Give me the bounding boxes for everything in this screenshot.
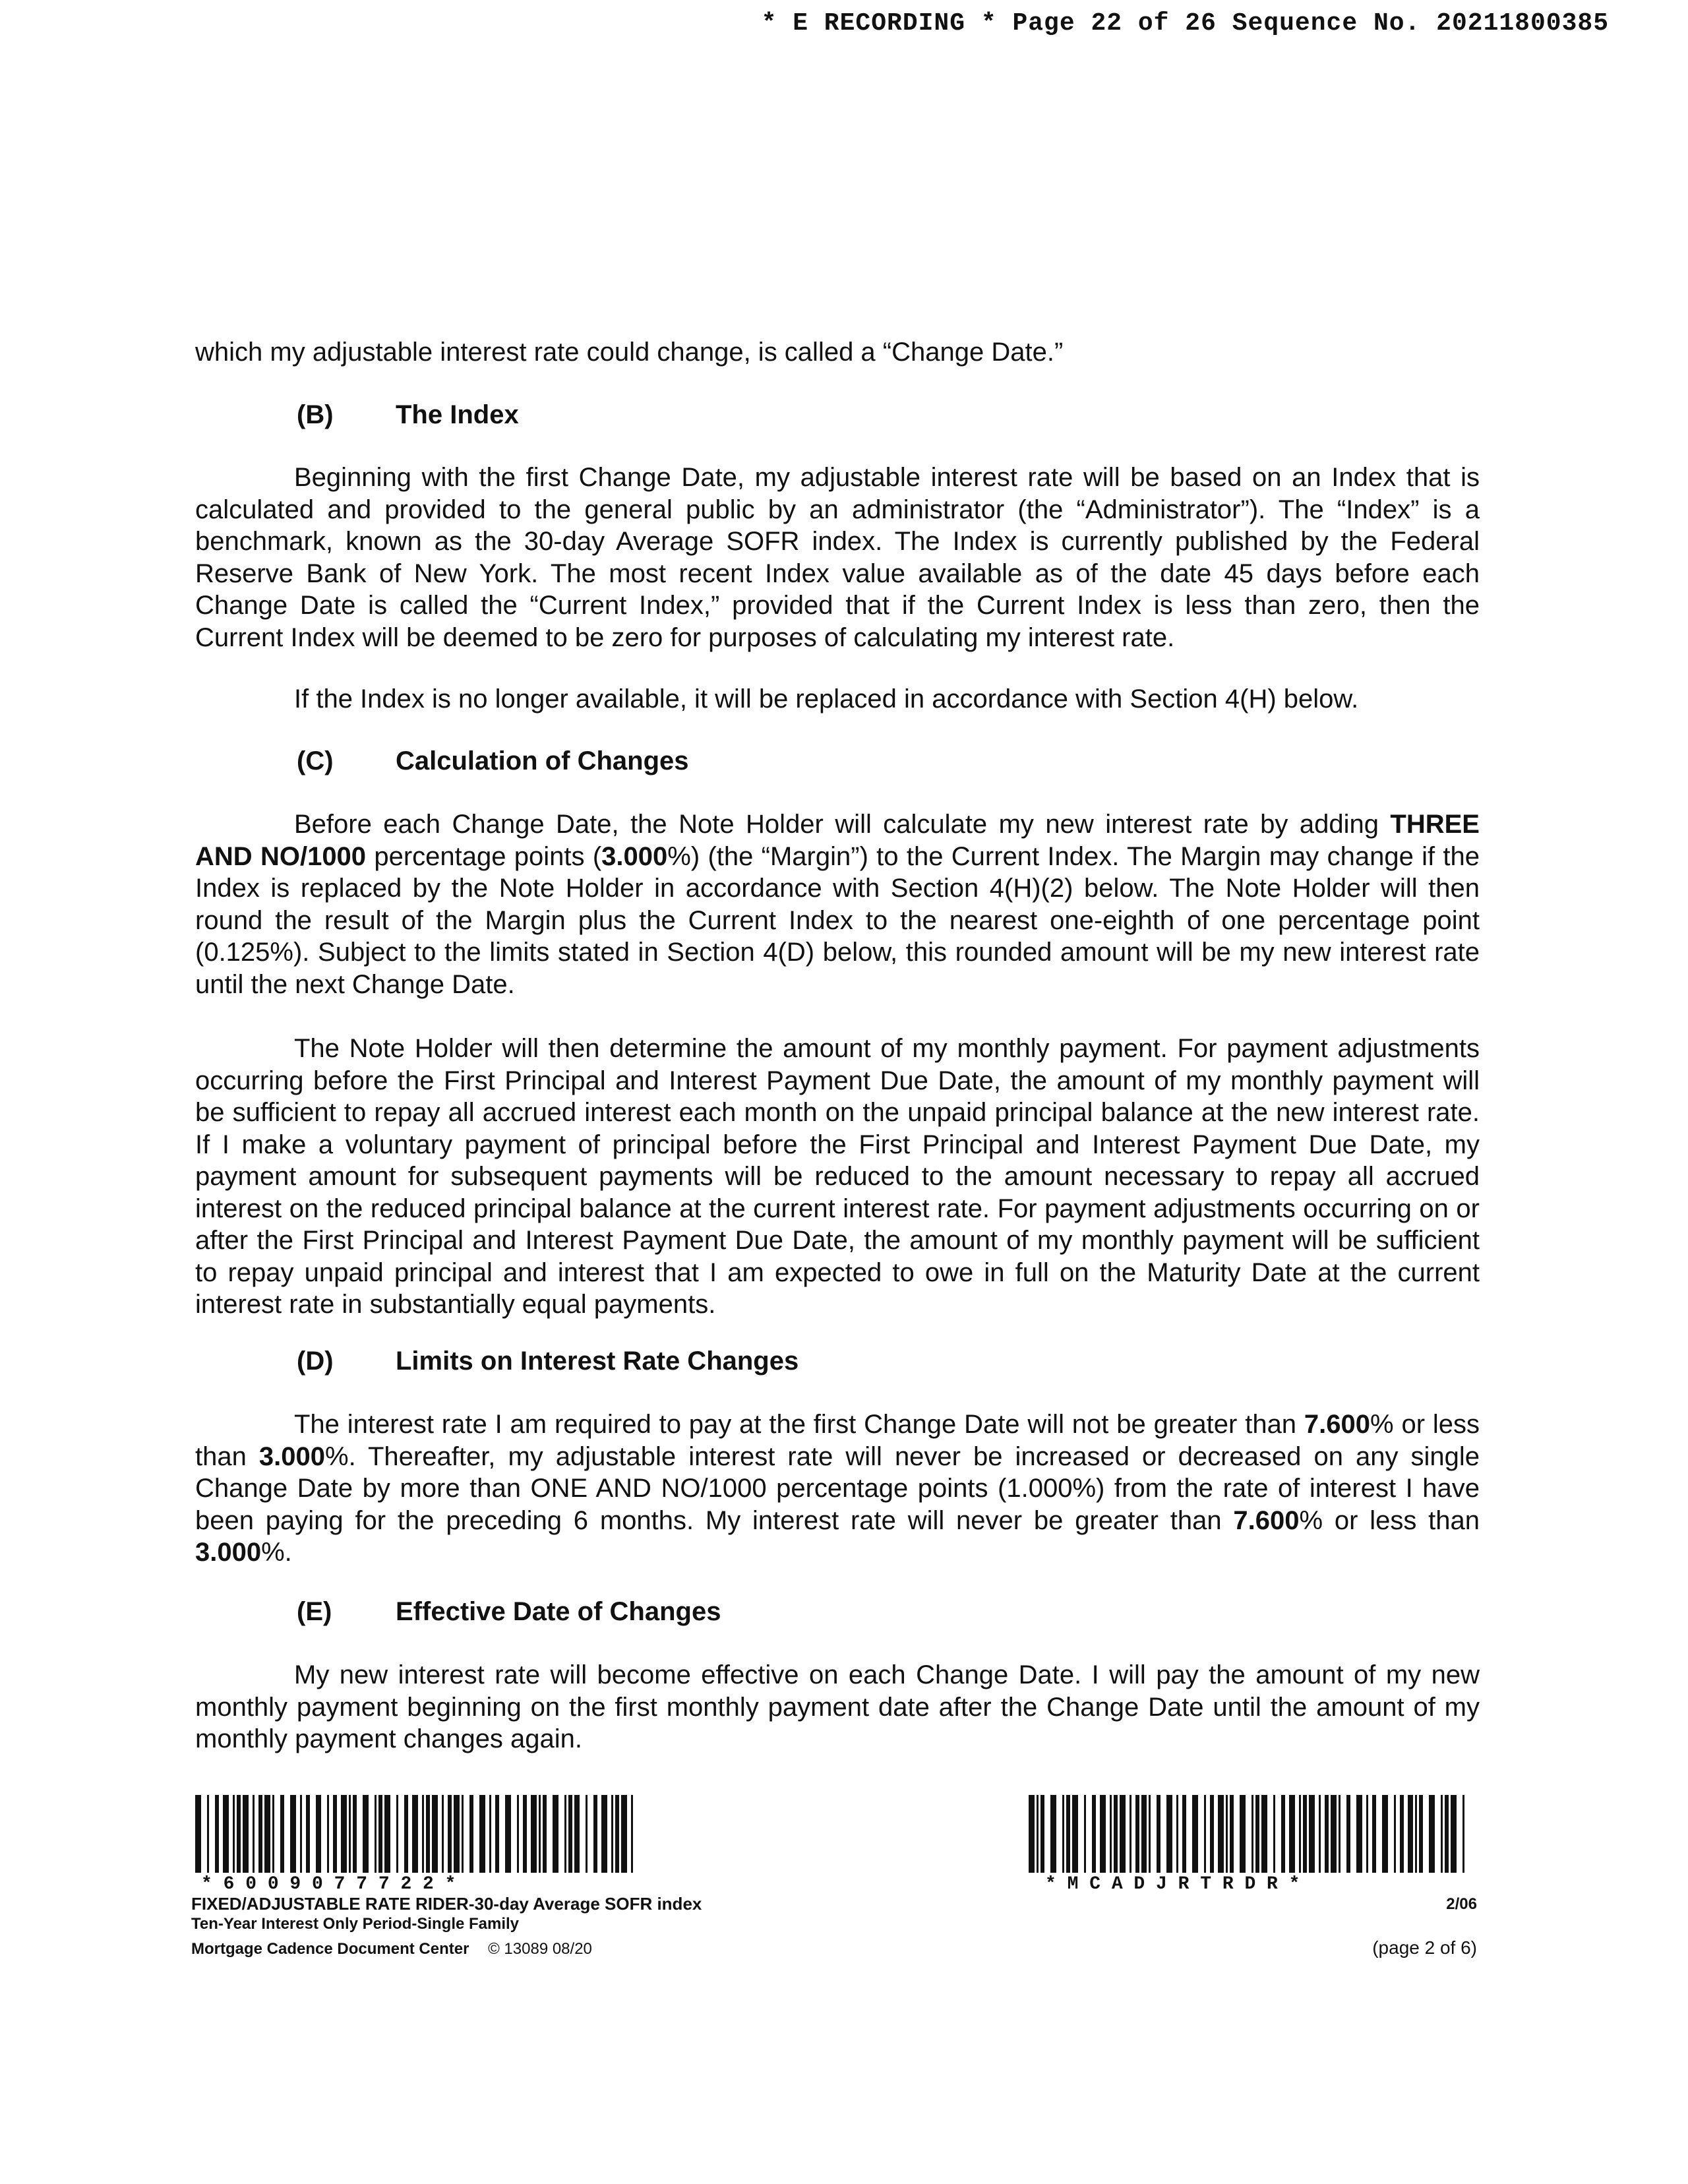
barcode-bar: [1251, 1795, 1253, 1873]
barcode-bar: [601, 1795, 607, 1873]
barcode-bar: [341, 1795, 347, 1873]
barcode-bar: [1394, 1795, 1396, 1873]
section-d-title: Limits on Interest Rate Changes: [396, 1347, 799, 1376]
section-d-text-i: %.: [261, 1538, 292, 1567]
margin-words: THREE AND NO/1000: [195, 810, 1480, 871]
barcode-bar: [1273, 1795, 1275, 1873]
section-e-body: [195, 1659, 1480, 1755]
barcode-bar: [1382, 1795, 1388, 1873]
barcode-bar: [378, 1795, 382, 1873]
barcode-bar: [1441, 1795, 1443, 1873]
continuation-text: which my adjustable interest rate could change, is called a “Change Date.”: [195, 338, 1064, 367]
barcode-bar: [432, 1795, 438, 1873]
barcode-bar: [611, 1795, 613, 1873]
right-barcode-text: * M C A D J R T R D R *: [1045, 1874, 1300, 1895]
barcode-bar: [1084, 1795, 1086, 1873]
section-c-title: Calculation of Changes: [396, 746, 689, 775]
section-e-title: Effective Date of Changes: [396, 1597, 721, 1626]
barcode-bar: [1141, 1795, 1147, 1873]
section-b-letter: (B): [297, 400, 334, 429]
barcode-bar: [1066, 1795, 1070, 1873]
barcode-bar: [454, 1795, 460, 1873]
barcode-bar: [1400, 1795, 1404, 1873]
barcode-bar: [264, 1795, 270, 1873]
barcode-bar: [1166, 1795, 1172, 1873]
barcode-bar: [223, 1795, 229, 1873]
barcode-bar: [195, 1795, 201, 1873]
section-b-body-2: [195, 683, 1480, 715]
barcode-bar: [442, 1795, 444, 1873]
barcode-bar: [469, 1795, 473, 1873]
barcode-bar: [1110, 1795, 1112, 1873]
barcode-bar: [523, 1795, 527, 1873]
section-c-text-a: Before each Change Date, the Note Holder will calculate my new interest rate by adding: [294, 810, 1391, 839]
form-source-line: [191, 1940, 592, 1958]
barcode-bar: [1114, 1795, 1118, 1873]
barcode-bar: [272, 1795, 274, 1873]
barcode-bar: [207, 1795, 209, 1873]
barcode-bar: [1120, 1795, 1126, 1873]
section-d-text-c: % or less than: [195, 1410, 1480, 1471]
barcode-bar: [1339, 1795, 1341, 1873]
barcode-bar: [553, 1795, 558, 1873]
barcode-bar: [1226, 1795, 1228, 1873]
barcode-bar: [316, 1795, 322, 1873]
barcode-bar: [1281, 1795, 1285, 1873]
barcode-bar: [422, 1795, 424, 1873]
barcode-bar: [1218, 1795, 1224, 1873]
section-d-letter: (D): [297, 1347, 334, 1376]
barcode-bar: [349, 1795, 351, 1873]
barcode-bar: [1372, 1795, 1376, 1873]
barcode-bar: [384, 1795, 390, 1873]
barcode-bar: [1366, 1795, 1368, 1873]
form-source: Mortgage Cadence Document Center: [191, 1940, 469, 1958]
barcode-bar: [363, 1795, 369, 1873]
barcode-bar: [539, 1795, 541, 1873]
section-c-body-2: [195, 1033, 1480, 1321]
barcode-bar: [1240, 1795, 1246, 1873]
barcode-bar: [327, 1795, 329, 1873]
barcode-bar: [621, 1795, 627, 1873]
section-d-paragraph-1: [195, 1409, 1480, 1569]
barcode-bar: [1451, 1795, 1457, 1873]
barcode-bar: [353, 1795, 357, 1873]
lifetime-min: 3.000: [195, 1538, 262, 1567]
barcode-bar: [1135, 1795, 1139, 1873]
section-c-paragraph-1: [195, 808, 1480, 1000]
barcode-bar: [1037, 1795, 1039, 1873]
barcode-bar: [495, 1795, 499, 1873]
barcode-bar: [586, 1795, 588, 1873]
barcode-bar: [1309, 1795, 1315, 1873]
section-b-paragraph-1: Beginning with the first Change Date, my adjustable interest rate will be based on an Index that is calculated and provided to the general public by an administrator (the “Administrator”). The “Index” is a benchmark, known as the 30-day Average SOFR index. The Index is currently published by the Federal Reserve Bank of New York. The most recent Index value available as of the date 45 days before each Change Date is called the “Current Index,” provided that if the Current Index is less than zero, then the Current Index will be deemed to be zero for purposes of calculating my interest rate.: [195, 463, 1480, 652]
barcode-bar: [404, 1795, 408, 1873]
barcode-bar: [489, 1795, 491, 1873]
barcode-bar: [1230, 1795, 1234, 1873]
barcode-bar: [1157, 1795, 1160, 1873]
section-b-body: [195, 462, 1480, 653]
margin-value: 3.000: [601, 841, 668, 871]
barcode-bar: [1176, 1795, 1178, 1873]
barcode-bar: [1299, 1795, 1301, 1873]
barcode-bar: [1182, 1795, 1186, 1873]
section-d-text-a: The interest rate I am required to pay at the first Change Date will not be greater than: [294, 1410, 1304, 1439]
section-d-text-g: % or less than: [1299, 1505, 1480, 1535]
barcode-bar: [375, 1795, 377, 1873]
barcode-bar: [531, 1795, 537, 1873]
section-c-paragraph-2: The Note Holder will then determine the amount of my monthly payment. For payment adjustments occurring before the First Principal and Interest Payment Due Date, the amount of my monthly payment will be sufficient to repay all accrued interest each month on the unpaid principal balance at the new interest rate. If I make a voluntary payment of principal before the First Principal and Interest Payment Due Date, my payment amount for subsequent payments will be reduced to the amount necessary to repay all accrued interest on the reduced principal balance at the current interest rate. For payment adjustments occurring on or after the First Principal and Interest Payment Due Date, the amount of my monthly payment will be sufficient to repay unpaid principal and interest that I am expected to owe in full on the Maturity Date at the current interest rate in substantially equal payments.: [195, 1034, 1480, 1319]
barcode-bar: [396, 1795, 398, 1873]
barcode-bar: [1408, 1795, 1414, 1873]
right-barcode: [1029, 1795, 1470, 1873]
barcode-bar: [1210, 1795, 1214, 1873]
barcode-bar: [462, 1795, 464, 1873]
section-b-heading: [297, 399, 519, 431]
section-e-letter: (E): [297, 1597, 332, 1626]
barcode-bar: [333, 1795, 337, 1873]
section-b-title: The Index: [396, 400, 519, 429]
barcode-bar: [1130, 1795, 1131, 1873]
barcode-bar: [1445, 1795, 1449, 1873]
barcode-bar: [1040, 1795, 1044, 1873]
barcode-bar: [1261, 1795, 1267, 1873]
form-revision: 2/06: [1446, 1895, 1477, 1913]
barcode-bar: [426, 1795, 430, 1873]
barcode-bar: [1255, 1795, 1259, 1873]
lifetime-max: 7.600: [1233, 1505, 1300, 1535]
barcode-bar: [1419, 1795, 1423, 1873]
barcode-bar: [505, 1795, 511, 1873]
barcode-bar: [593, 1795, 597, 1873]
barcode-bar: [615, 1795, 619, 1873]
barcode-bar: [290, 1795, 296, 1873]
barcode-bar: [1072, 1795, 1078, 1873]
barcode-bar: [233, 1795, 235, 1873]
section-d-body: [195, 1409, 1480, 1569]
barcode-bar: [1062, 1795, 1064, 1873]
form-title: FIXED/ADJUSTABLE RATE RIDER-30-day Average SOFR index: [191, 1894, 702, 1914]
barcode-bar: [448, 1795, 452, 1873]
barcode-bar: [280, 1795, 284, 1873]
section-b-paragraph-2: If the Index is no longer available, it will be replaced in accordance with Section 4(H) below.: [294, 684, 1359, 713]
barcode-bar: [243, 1795, 249, 1873]
section-e-paragraph-1: My new interest rate will become effective on each Change Date. I will pay the amount of my new monthly payment beginning on the first monthly payment date after the Change Date until the amount of my monthly payment changes again.: [195, 1660, 1480, 1753]
section-d-heading: [297, 1345, 799, 1377]
page-label: (page 2 of 6): [1372, 1937, 1477, 1958]
recording-stamp: * E RECORDING * Page 22 of 26 Sequence No. 20211800385: [761, 9, 1609, 38]
barcode-bar: [1356, 1795, 1362, 1873]
barcode-bar: [479, 1795, 485, 1873]
section-e-heading: [297, 1596, 721, 1627]
barcode-bar: [306, 1795, 310, 1873]
section-c-body: [195, 808, 1480, 1000]
section-d-text-e: %. Thereafter, my adjustable interest rate will never be increased or decreased on any single Change Date by more than ONE AND NO/1000 percentage points (1.000%) from the rate of interest I have been paying for the preceding 6 months. My interest rate will never be greater than: [195, 1441, 1480, 1535]
barcode-bar: [258, 1795, 262, 1873]
left-barcode: [195, 1795, 637, 1873]
barcode-bar: [1289, 1795, 1295, 1873]
barcode-bar: [1346, 1795, 1350, 1873]
section-c-text-c: percentage points (: [366, 841, 602, 871]
barcode-bar: [1050, 1795, 1056, 1873]
barcode-bar: [1149, 1795, 1151, 1873]
barcode-bar: [1029, 1795, 1035, 1873]
barcode-bar: [253, 1795, 255, 1873]
barcode-bar: [568, 1795, 572, 1873]
barcode-bar: [1325, 1795, 1329, 1873]
barcode-bar: [1429, 1795, 1435, 1873]
barcode-bar: [517, 1795, 519, 1873]
barcode-bar: [215, 1795, 219, 1873]
first-cap-max: 7.600: [1304, 1410, 1371, 1439]
barcode-bar: [543, 1795, 547, 1873]
barcode-bar: [412, 1795, 418, 1873]
barcode-bar: [1415, 1795, 1417, 1873]
barcode-bar: [237, 1795, 241, 1873]
barcode-bar: [300, 1795, 302, 1873]
form-code: © 13089 08/20: [488, 1940, 592, 1958]
barcode-bar: [631, 1795, 633, 1873]
barcode-bar: [1303, 1795, 1307, 1873]
barcode-bar: [1319, 1795, 1321, 1873]
continuation-paragraph: [195, 336, 1480, 369]
section-c-letter: (C): [297, 746, 334, 775]
barcode-bar: [574, 1795, 580, 1873]
section-c-heading: [297, 745, 689, 777]
barcode-bar: [1100, 1795, 1106, 1873]
left-barcode-text: * 6 0 0 9 0 7 7 7 2 2 *: [201, 1874, 456, 1895]
barcode-bar: [564, 1795, 566, 1873]
barcode-bar: [1092, 1795, 1096, 1873]
form-subtitle: Ten-Year Interest Only Period-Single Family: [191, 1915, 520, 1933]
barcode-bar: [1462, 1795, 1464, 1873]
barcode-bar: [1204, 1795, 1206, 1873]
first-cap-min: 3.000: [258, 1441, 325, 1471]
barcode-bar: [1192, 1795, 1198, 1873]
barcode-bar: [1331, 1795, 1337, 1873]
section-c-text-e: %) (the “Margin”) to the Current Index. The Margin may change if the Index is replaced by the Note Holder in accordance with Section 4(H)(2) below. The Note Holder will then round the result of the Margin plus the Current Index to the nearest one-eighth of one percentage point (0.125%). Subject to the limits stated in Section 4(D) below, this rounded amount will be my new interest rate until the next Change Date.: [195, 841, 1480, 999]
